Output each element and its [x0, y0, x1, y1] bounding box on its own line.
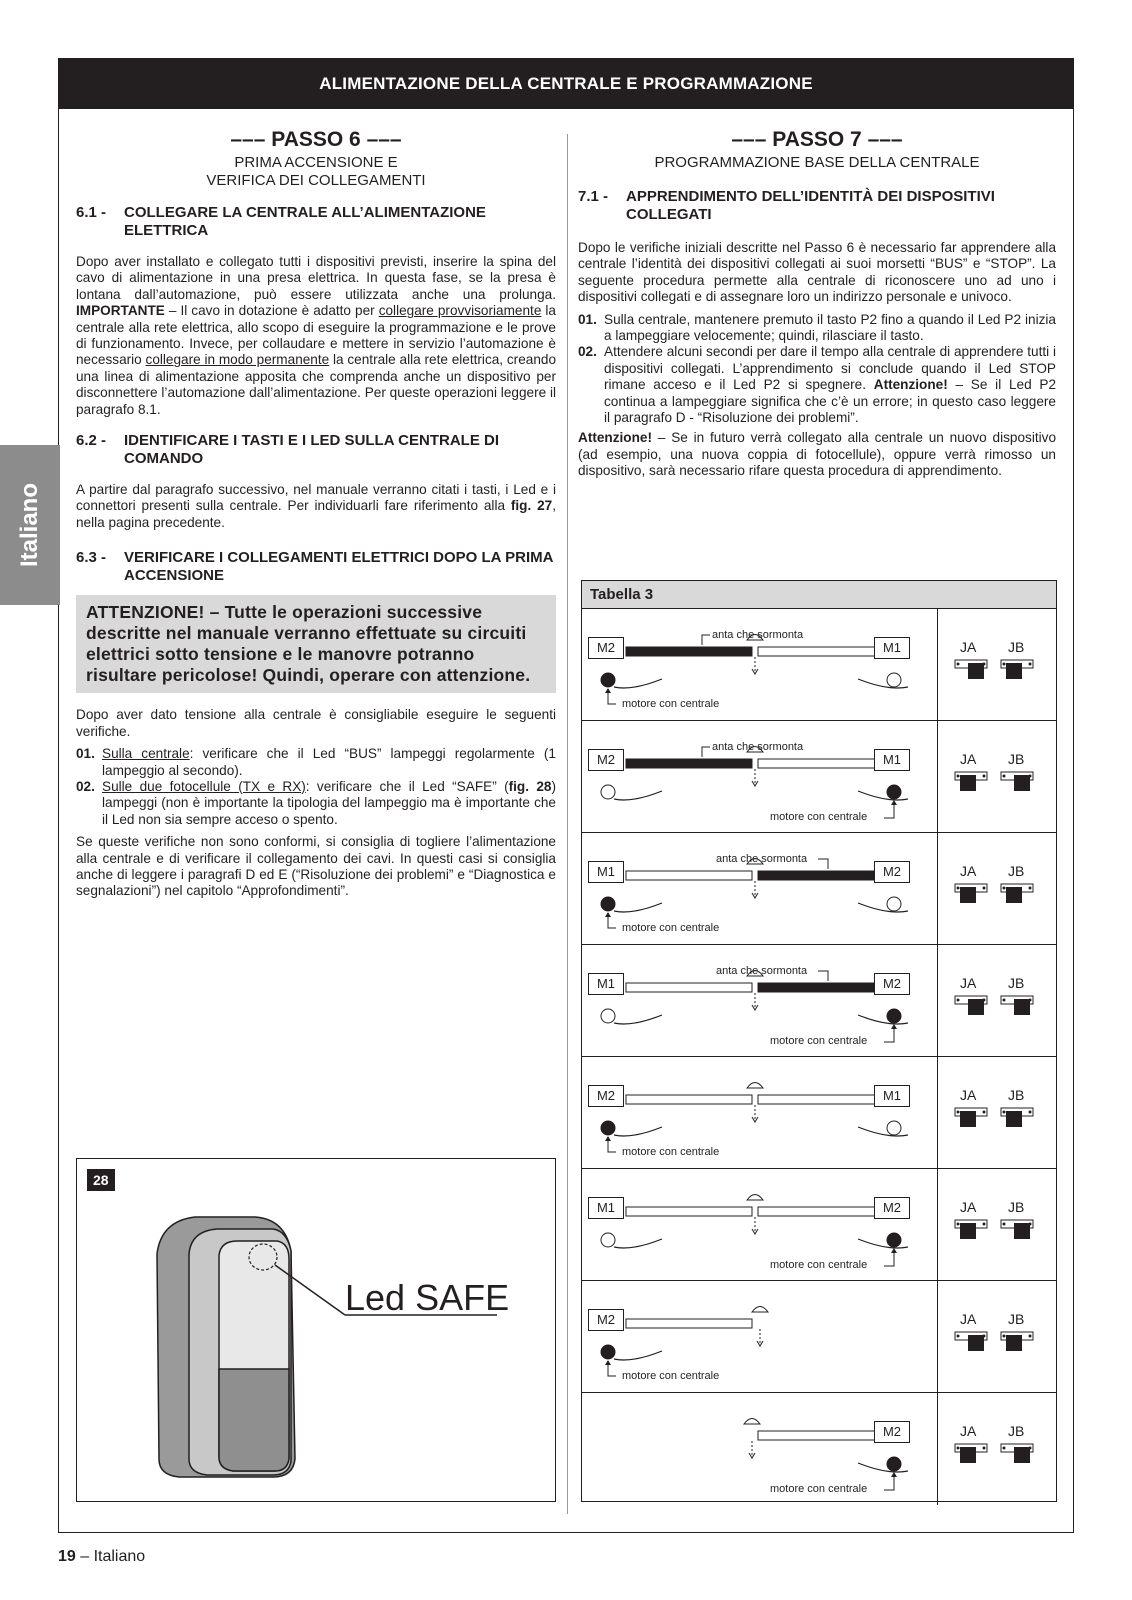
gate-diagram	[582, 721, 937, 833]
jb-label: JB	[1008, 863, 1025, 879]
jb-label: JB	[1008, 1311, 1025, 1327]
jb-jumper-icon	[1000, 1107, 1034, 1129]
ja-jumper-icon	[954, 1443, 988, 1465]
figure-number: 28	[87, 1169, 115, 1191]
passo6-subtitle: PRIMA ACCENSIONE E VERIFICA DEI COLLEGAMENTI	[206, 154, 426, 189]
jb-jumper-icon	[1000, 883, 1034, 905]
table-column-separator	[937, 1169, 938, 1280]
overlap-label: anta che sormonta	[716, 965, 808, 977]
motor-with-control-label: motore con centrale	[622, 1370, 720, 1382]
motor-right-label: M2	[874, 1197, 910, 1219]
jb-label: JB	[1008, 1087, 1025, 1103]
ja-jumper-icon	[954, 995, 988, 1017]
jb-jumper-icon	[1000, 995, 1034, 1017]
warning-box: ATTENZIONE! – Tutte le operazioni successive descritte nel manuale verranno effettuate su circuiti elettrici sotto tensione e le manovre potranno risultare pericolose! Quindi, operare con attenzione.	[76, 595, 556, 693]
ja-jumper-icon	[954, 659, 988, 681]
led-safe-label: Led SAFE	[345, 1277, 510, 1318]
jumper-settings	[954, 751, 1050, 801]
jb-jumper-icon	[1000, 1219, 1034, 1241]
motor-left-label: M1	[588, 861, 624, 883]
table-column-separator	[937, 1393, 938, 1505]
list-item: 02. Attendere alcuni secondi per dare il tempo alla centrale di apprendere tutti i dispositivi collegati. L’apprendimento si conclude quando il Led STOP rimane acceso e il Led P2 si spegnere. Attenzione! – Se il Led P2 continua a lampeggiare significa che c’è un errore; in questo caso leggere il paragrafo D - “Risoluzione dei problemi”.	[578, 344, 1057, 426]
jb-label: JB	[1008, 975, 1025, 991]
motor-left-label: M2	[588, 1309, 624, 1331]
motor-right-label: M1	[874, 1085, 910, 1107]
table-3-title: Tabella 3	[582, 581, 1056, 609]
ja-label: JA	[960, 639, 977, 655]
section-7-1-text: Dopo le verifiche iniziali descritte nel Passo 6 è necessario far apprendere alla centrale l’identità dei dispositivi collegati ai suoi morsetti “BUS” e “STOP”. La seguente procedura permette alla centrale di riconoscere uno ad uno i dispositivi collegati e di assegnare loro un indirizzo personale e univoco.	[578, 240, 1056, 305]
list-item: 01. Sulla centrale, mantenere premuto il tasto P2 fino a quando il Led P2 inizia a lampeggiare velocemente; quindi, rilasciare il tasto.	[578, 311, 1056, 344]
jb-jumper-icon	[1000, 659, 1034, 681]
table-row	[582, 1169, 1056, 1281]
table-row	[582, 609, 1056, 721]
ja-label: JA	[960, 751, 977, 767]
motor-left-label: M1	[588, 1197, 624, 1219]
check-list	[76, 746, 556, 828]
ja-jumper-icon	[954, 883, 988, 905]
jb-label: JB	[1008, 1199, 1025, 1215]
motor-left-label: M2	[588, 749, 624, 771]
ja-label: JA	[960, 1087, 977, 1103]
section-6-3-outro: Se queste verifiche non sono conformi, si consiglia di togliere l’alimentazione alla centrale e di verificare il collegamento dei cavi. In questi casi si consiglia anche di leggere i paragrafi D ed E (“Risoluzione dei problemi” e “Diagnostica e segnalazioni”) nel capitolo “Approfondimenti”.	[76, 834, 556, 899]
jumper-settings	[954, 1199, 1050, 1249]
motor-right-label: M2	[874, 861, 910, 883]
motor-right-label: M1	[874, 749, 910, 771]
table-row	[582, 1393, 1056, 1505]
table-column-separator	[937, 609, 938, 720]
jumper-settings	[954, 1087, 1050, 1137]
ja-jumper-icon	[954, 1107, 988, 1129]
passo7-title: ––– PASSO 7 –––	[731, 128, 903, 151]
table-3	[581, 580, 1057, 1502]
section-6-2-text: A partire dal paragrafo successivo, nel manuale verranno citati i tasti, i Led e i connettori presenti sulla centrale. Per individuarli fare riferimento alla fig. 27, nella pagina precedente.	[76, 482, 556, 530]
table-row	[582, 1281, 1056, 1393]
jumper-settings	[954, 1311, 1050, 1361]
table-row	[582, 833, 1056, 945]
table-column-separator	[937, 833, 938, 944]
section-6-1-text: Dopo aver installato e collegato tutti i dispositivi previsti, inserire la spina del cavo di alimentazione in una presa elettrica. In questa fase, se la presa è lontana dall’automazione, può essere utilizzata anche una prolunga. IMPORTANTE – Il cavo in dotazione è adatto per collegare provvisoriamente la centrale alla rete elettrica, allo scopo di eseguire la programmazione e le prove di funzionamento. Invece, per collaudare e mettere in servizio l’automazione è necessario collegare in modo permanente la centrale alla rete elettrica, creando una linea di alimentazione apposita che comprenda anche un dispositivo per disconnettere l’automazione dall’alimentazione. Per queste operazioni leggere il paragrafo 8.1.	[76, 254, 556, 417]
motor-with-control-label: motore con centrale	[770, 1035, 868, 1047]
gate-diagram	[582, 1393, 937, 1505]
section-7-1-heading: 7.1 - APPRENDIMENTO DELL’IDENTITÀ DEI DISPOSITIVI COLLEGATI	[578, 188, 995, 223]
table-column-separator	[937, 1057, 938, 1168]
section-6-3-intro: Dopo aver dato tensione alla centrale è consigliabile eseguire le seguenti verifiche.	[76, 707, 556, 739]
ja-jumper-icon	[954, 771, 988, 793]
motor-right-label: M2	[874, 1421, 910, 1443]
section-6-3-heading: 6.3 - VERIFICARE I COLLEGAMENTI ELETTRICI DOPO LA PRIMA ACCENSIONE	[76, 549, 553, 585]
motor-with-control-label: motore con centrale	[622, 922, 720, 934]
table-column-separator	[937, 945, 938, 1056]
ja-label: JA	[960, 975, 977, 991]
ja-label: JA	[960, 1311, 977, 1327]
photocell-illustration	[77, 1159, 555, 1501]
motor-with-control-label: motore con centrale	[770, 1259, 868, 1271]
ja-label: JA	[960, 863, 977, 879]
jumper-settings	[954, 863, 1050, 913]
list-item: 02. Sulle due fotocellule (TX e RX): verificare che il Led “SAFE” (fig. 28) lampeggi (non è importante la tipologia del lampeggio ma è importante che il Led non sia sempre acceso o spento.	[76, 778, 557, 827]
overlap-label: anta che sormonta	[716, 853, 808, 865]
overlap-label: anta che sormonta	[712, 741, 804, 753]
motor-left-label: M1	[588, 973, 624, 995]
passo7-subtitle: PROGRAMMAZIONE BASE DELLA CENTRALE	[654, 154, 980, 171]
jb-label: JB	[1008, 751, 1025, 767]
attention-note: Attenzione! – Se in futuro verrà collegato alla centrale un nuovo dispositivo (ad esempio, una nuova coppia di fotocellule), oppure verrà rimosso un dispositivo, sarà necessario rifare questa procedura di apprendimento.	[578, 430, 1056, 479]
ja-jumper-icon	[954, 1331, 988, 1353]
jb-label: JB	[1008, 1423, 1025, 1439]
jumper-settings	[954, 1423, 1050, 1473]
overlap-label: anta che sormonta	[712, 629, 804, 641]
motor-with-control-label: motore con centrale	[622, 698, 720, 710]
jb-jumper-icon	[1000, 1331, 1034, 1353]
table-3-rows	[582, 609, 1056, 1505]
jumper-settings	[954, 639, 1050, 689]
table-column-separator	[937, 1281, 938, 1392]
column-divider	[567, 134, 568, 1514]
motor-left-label: M2	[588, 637, 624, 659]
section-6-2-heading: 6.2 - IDENTIFICARE I TASTI E I LED SULLA CENTRALE DI COMANDO	[76, 432, 499, 468]
table-row	[582, 721, 1056, 833]
motor-left-label: M2	[588, 1085, 624, 1107]
left-column	[76, 128, 556, 900]
passo6-title: ––– PASSO 6 –––	[230, 128, 402, 151]
page-footer	[58, 1548, 145, 1566]
jb-jumper-icon	[1000, 1443, 1034, 1465]
list-item: 01. Sulla centrale: verificare che il Led “BUS” lampeggi regolarmente (1 lampeggio al secondo).	[76, 746, 556, 778]
section-header: ALIMENTAZIONE DELLA CENTRALE E PROGRAMMAZIONE	[59, 59, 1073, 109]
section-6-1-heading: 6.1 - COLLEGARE LA CENTRALE ALL’ALIMENTAZIONE ELETTRICA	[76, 204, 486, 239]
table-column-separator	[937, 721, 938, 832]
ja-label: JA	[960, 1199, 977, 1215]
page-number: 19	[58, 1548, 76, 1565]
footer-language: – Italiano	[75, 1548, 146, 1565]
motor-right-label: M2	[874, 973, 910, 995]
jb-label: JB	[1008, 639, 1025, 655]
motor-with-control-label: motore con centrale	[622, 1146, 720, 1158]
motor-with-control-label: motore con centrale	[770, 811, 868, 823]
language-tab	[0, 445, 60, 605]
table-row	[582, 945, 1056, 1057]
figure-28	[76, 1158, 556, 1502]
gate-diagram	[582, 945, 937, 1057]
gate-diagram	[582, 1169, 937, 1281]
ja-label: JA	[960, 1423, 977, 1439]
motor-with-control-label: motore con centrale	[770, 1483, 868, 1495]
jumper-settings	[954, 975, 1050, 1025]
jb-jumper-icon	[1000, 771, 1034, 793]
right-column	[578, 128, 1056, 480]
table-row	[582, 1057, 1056, 1169]
procedure-list	[578, 312, 1056, 427]
language-tab-label: Italiano	[16, 482, 43, 568]
motor-right-label: M1	[874, 637, 910, 659]
ja-jumper-icon	[954, 1219, 988, 1241]
